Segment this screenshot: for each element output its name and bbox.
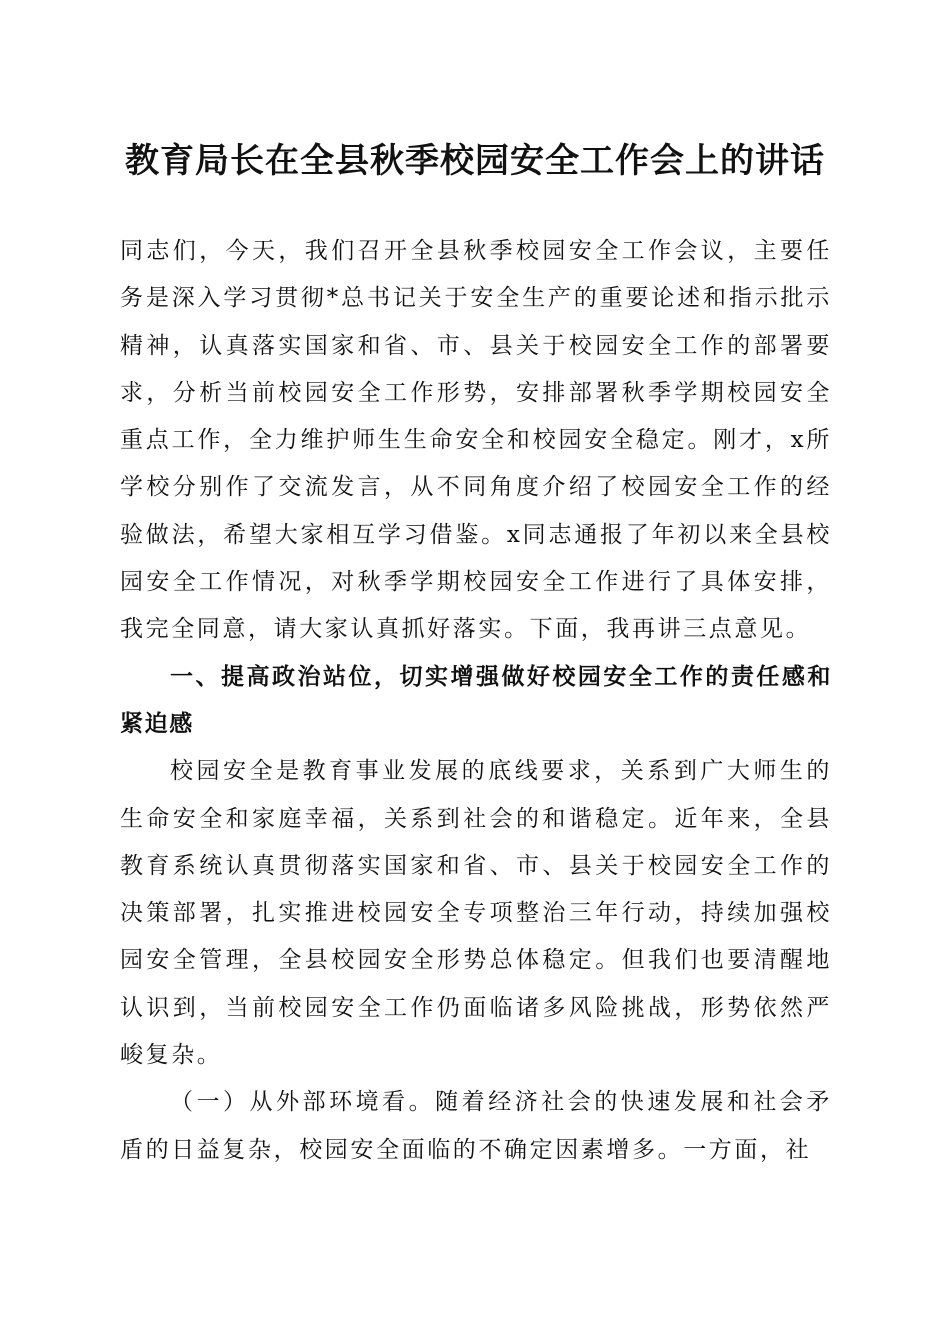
document-title: 教育局长在全县秋季校园安全工作会上的讲话 bbox=[125, 141, 825, 181]
section-1-paragraph: 校园安全是教育事业发展的底线要求，关系到广大师生的生命安全和家庭幸福，关系到社会的和谐稳定。近年来，全县教育系统认真贯彻落实国家和省、市、县关于校园安全工作的决策部署，扎实推进校园安全专项整治三年行动，持续加强校园安全管理，全县校园安全形势总体稳定。但我们也要清醒地认识到，当前校园安全工作仍面临诸多风险挑战，形势依然严峻复杂。 bbox=[120, 758, 832, 1069]
document-body bbox=[120, 228, 832, 1174]
subsection-1-paragraph: （一）从外部环境看。随着经济社会的快速发展和社会矛盾的日益复杂，校园安全面临的不确定因素增多。一方面，社 bbox=[120, 1089, 832, 1163]
section-heading-1: 一、提高政治站位，切实增强做好校园安全工作的责任感和紧迫感 bbox=[120, 663, 832, 737]
opening-paragraph: 同志们，今天，我们召开全县秋季校园安全工作会议，主要任务是深入学习贯彻*总书记关于安全生产的重要论述和指示批示精神，认真落实国家和省、市、县关于校园安全工作的部署要求，分析当前校园安全工作形势，安排部署秋季学期校园安全重点工作，全力维护师生生命安全和校园安全稳定。刚才，x所学校分别作了交流发言，从不同角度介绍了校园安全工作的经验做法，希望大家相互学习借鉴。x同志通报了年初以来全县校园安全工作情况，对秋季学期校园安全工作进行了具体安排，我完全同意，请大家认真抓好落实。下面，我再讲三点意见。 bbox=[120, 238, 832, 643]
